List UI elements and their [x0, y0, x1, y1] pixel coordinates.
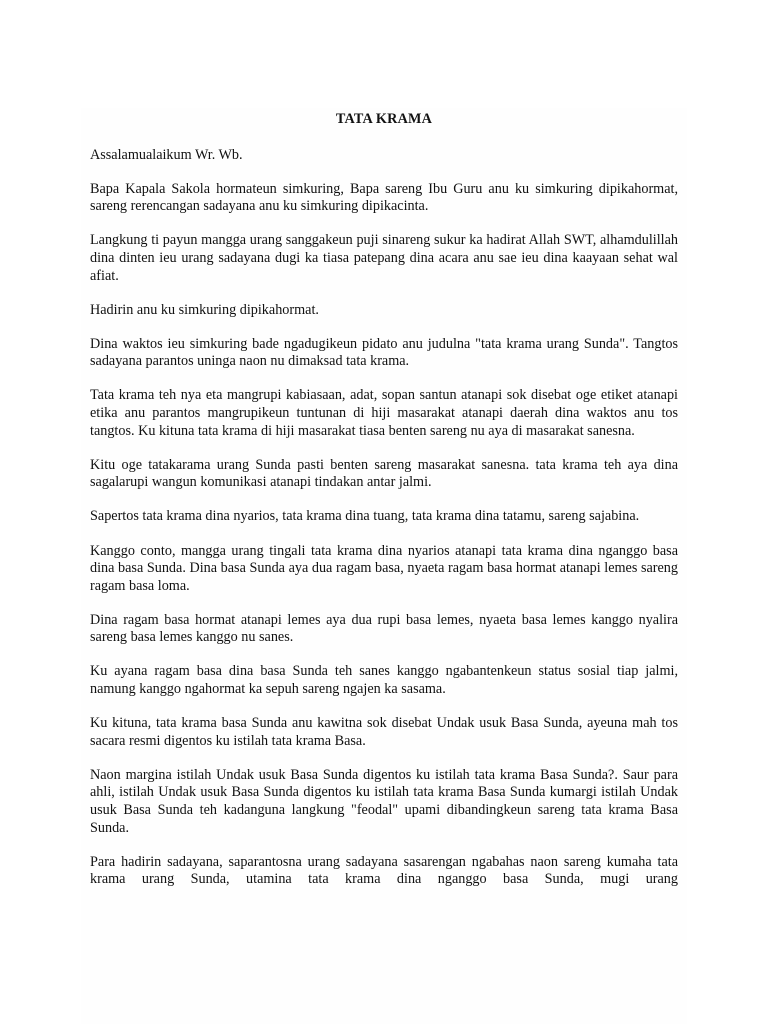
paragraph-salutation: Bapa Kapala Sakola hormateun simkuring, Bapa sareng Ibu Guru anu ku simkuring dipikahormat, sareng rerencangan sadayana anu ku simkuring dipikacinta.: [90, 180, 678, 215]
paragraph-polite-forms: Dina ragam basa hormat atanapi lemes aya dua rupi basa lemes, nyaeta basa lemes kanggo nyalira sareng basa lemes kanggo nu sanes.: [90, 611, 678, 646]
paragraph-closing: Para hadirin sadayana, saparantosna urang sadayana sasarengan ngabahas naon sareng kumaha tata krama urang Sunda, utamina tata krama dina nganggo basa Sunda, mugi urang: [90, 853, 678, 888]
document-title: TATA KRAMA: [335, 111, 433, 127]
paragraph-gratitude: Langkung ti payun mangga urang sanggakeun puji sinareng sukur ka hadirat Allah SWT, alhamdulillah dina dinten ieu urang sadayana dugi ka tiasa patepang dina acara anu sae ieu dina kaayaan sehat wal afiat.: [90, 232, 678, 284]
paragraph-definition: Tata krama teh nya eta mangrupi kabiasaan, adat, sopan santun atanapi sok disebat oge etiket atanapi etika anu parantos mangrupikeun tuntunan di hiji masarakat atanapi daerah dina waktos anu tos tangtos. Ku kituna tata krama di hiji masarakat tiasa benten sareng nu aya di masarakat sanesna.: [90, 387, 678, 439]
paragraph-sunda-difference: Kitu oge tatakarama urang Sunda pasti benten sareng masarakat sanesna. tata krama teh aya dina sagalarupi wangun komunikasi atanapi tindakan antar jalmi.: [90, 456, 678, 491]
paragraph-audience: Hadirin anu ku simkuring dipikahormat.: [90, 301, 319, 318]
paragraph-purpose: Ku ayana ragam basa dina basa Sunda teh sanes kanggo ngabantenkeun status sosial tiap jalmi, namung kanggo ngahormat ka sepuh sareng ngajen ka sasama.: [90, 663, 678, 698]
document-sheet: [81, 108, 687, 1024]
paragraph-examples: Sapertos tata krama dina nyarios, tata krama dina tuang, tata krama dina tatamu, sareng sajabina.: [90, 508, 640, 525]
document-content: [90, 108, 678, 889]
paragraph-reason: Naon margina istilah Undak usuk Basa Sunda digentos ku istilah tata krama Basa Sunda?. Saur para ahli, istilah Undak usuk Basa Sunda digentos ku istilah tata krama Basa Sunda kumargi istilah Undak usuk Basa Sunda teh kadanguna langkung "feodal" upami dibandingkeun sareng tata krama Basa Sunda.: [90, 766, 678, 836]
paragraph-language-registers: Kanggo conto, mangga urang tingali tata krama dina nyarios atanapi tata krama dina nganggo basa dina basa Sunda. Dina basa Sunda aya dua ragam basa, nyaeta ragam basa hormat atanapi lemes sareng ragam basa loma.: [90, 542, 678, 594]
paragraph-greeting: Assalamualaikum Wr. Wb.: [90, 146, 243, 163]
paragraph-topic: Dina waktos ieu simkuring bade ngadugikeun pidato anu judulna "tata krama urang Sunda". Tangtos sadayana parantos uninga naon nu dimaksad tata krama.: [90, 335, 678, 370]
paragraph-terminology: Ku kituna, tata krama basa Sunda anu kawitna sok disebat Undak usuk Basa Sunda, ayeuna mah tos sacara resmi digentos ku istilah tata krama Basa.: [90, 715, 678, 749]
